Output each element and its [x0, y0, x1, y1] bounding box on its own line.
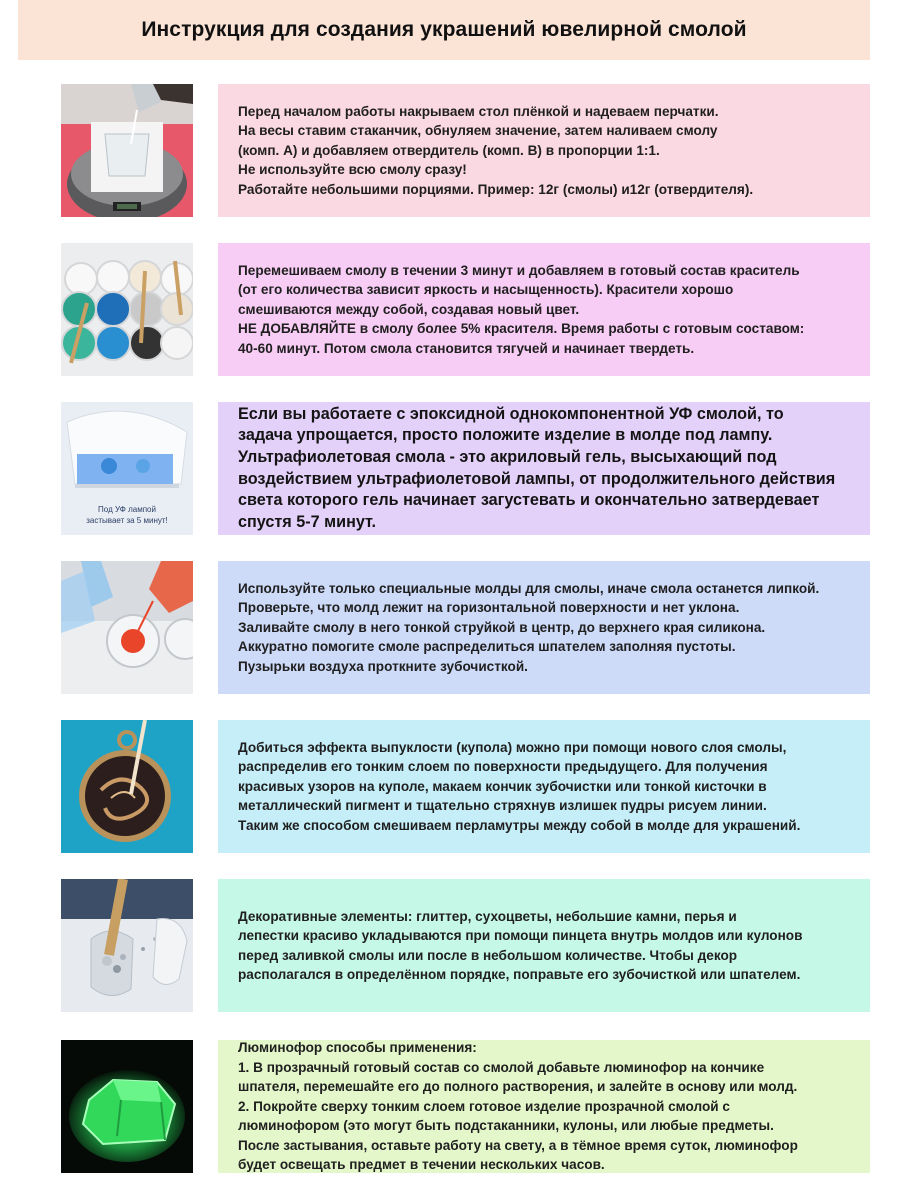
step-text-line: люминофором (это могут быть подстаканники, кулоны, или любые предметы.	[238, 1118, 774, 1134]
step-1-text	[218, 84, 870, 217]
step-text-line: (комп. А) и добавляем отвердитель (комп. В) в пропорции 1:1.	[238, 142, 660, 158]
step-text-line: НЕ ДОБАВЛЯЙТЕ в смолу более 5% красителя. Время работы с готовым составом:	[238, 321, 805, 337]
step-text-line: воздействием ультрафиолетовой лампы, от продолжительного действия	[238, 469, 836, 488]
step-2-text	[218, 243, 870, 376]
step-text-line: Пузырьки воздуха проткните зубочисткой.	[238, 658, 528, 674]
step-text-line: Не используйте всю смолу сразу!	[238, 162, 467, 178]
glitter-mold-icon	[61, 879, 193, 1012]
step-text-line: Таким же способом смешиваем перламутры между собой в молде для украшений.	[238, 817, 801, 833]
step-text-line: Заливайте смолу в него тонкой струйкой в центр, до верхнего края силикона.	[238, 619, 766, 635]
step-text-line: распределив его тонким слоем по поверхности предыдущего. Для получения	[238, 759, 768, 775]
step-2	[61, 243, 870, 378]
step-7-text	[218, 1040, 870, 1173]
step-text-line: Проверьте, что молд лежит на горизонтальной поверхности и нет уклона.	[238, 600, 740, 616]
step-text-line: спустя 5-7 минут.	[238, 512, 377, 531]
step-text-line: 1. В прозрачный готовый состав со смолой добавьте люминофор на кончике	[238, 1059, 765, 1075]
step-text-line: Аккуратно помогите смоле распределиться шпателем заполняя пустоты.	[238, 639, 736, 655]
pendant-dome-icon	[61, 720, 193, 853]
step-6-text	[218, 879, 870, 1012]
step-text-line: (от его количества зависит яркость и насыщенность). Красители хорошо	[238, 282, 734, 298]
step-text-line: Используйте только специальные молды для смолы, иначе смола останется липкой.	[238, 580, 820, 596]
step-text-line: На весы ставим стаканчик, обнуляем значение, затем наливаем смолу	[238, 123, 718, 139]
step-7	[61, 1040, 870, 1175]
page-title: Инструкция для создания украшений ювелирной смолой	[141, 18, 747, 41]
step-1	[61, 84, 870, 219]
step-text-line: После застывания, оставьте работу на свету, а в тёмное время суток, люминофор	[238, 1137, 798, 1153]
step-text-line: шпателя, перемешайте его до полного растворения, и залейте в основу или молд.	[238, 1079, 798, 1095]
step-text-line: Если вы работаете с эпоксидной однокомпонентной УФ смолой, то	[238, 404, 784, 423]
step-text-line: красивых узоров на куполе, макаем кончик зубочистки или тонкой кисточки в	[238, 778, 767, 794]
step-5-text	[218, 720, 870, 853]
step-text-line: смешиваются между собой, создавая новый цвет.	[238, 301, 580, 317]
step-3-text	[218, 402, 870, 535]
scale-pouring-icon	[61, 84, 193, 217]
step-text-line: Люминофор способы применения:	[238, 1040, 477, 1056]
step-text-line: лепестки красиво укладываются при помощи пинцета внутрь молдов или кулонов	[238, 928, 803, 943]
step-text-line: металлический пигмент и тщательно стряхнув излишек пудры рисуем линии.	[238, 798, 767, 814]
step-text-line: Добиться эффекта выпуклости (купола) можно при помощи нового слоя смолы,	[238, 739, 787, 755]
step-3	[61, 402, 870, 537]
pigment-cups-icon	[61, 243, 193, 376]
page-header	[18, 0, 870, 60]
step-text-line: Перед началом работы накрываем стол плёнкой и надеваем перчатки.	[238, 103, 719, 119]
step-text-line: перед заливкой смолы или после в небольшом количестве. Чтобы декор	[238, 947, 738, 963]
step-5	[61, 720, 870, 855]
step-4-text	[218, 561, 870, 694]
step-text-line: Ультрафиолетовая смола - это акриловый гель, высыхающий под	[238, 447, 777, 466]
step-4	[61, 561, 870, 696]
step-text-line: задача упрощается, просто положите изделие в молде под лампу.	[238, 426, 773, 445]
mold-pouring-icon	[61, 561, 193, 694]
uv-caption-line-2: застывает за 5 минут!	[86, 516, 168, 525]
uv-lamp-icon	[61, 402, 193, 535]
step-text-line: света которого гель начинает загустевать и окончательно затвердевает	[238, 491, 820, 510]
step-text-line: располагался в определённом порядке, поправьте его зубочисткой или шпателем.	[238, 967, 801, 982]
step-text-line: будет освещать предмет в течении нескольких часов.	[238, 1157, 605, 1173]
step-text-line: 40-60 минут. Потом смола становится тягучей и начинает твердеть.	[238, 340, 695, 356]
step-text-line: 2. Покройте сверху тонким слоем готовое изделие прозрачной смолой с	[238, 1098, 730, 1114]
uv-caption-line-1: Под УФ лампой	[98, 505, 156, 514]
step-text-line: Работайте небольшими порциями. Пример: 12г (смолы) и12г (отвердителя).	[238, 181, 754, 197]
step-text-line: Декоративные элементы: глиттер, сухоцветы, небольшие камни, перья и	[238, 908, 737, 924]
step-6	[61, 879, 870, 1014]
step-text-line: Перемешиваем смолу в течении 3 минут и добавляем в готовый состав краситель	[238, 262, 800, 278]
glowing-crystal-icon	[61, 1040, 193, 1173]
